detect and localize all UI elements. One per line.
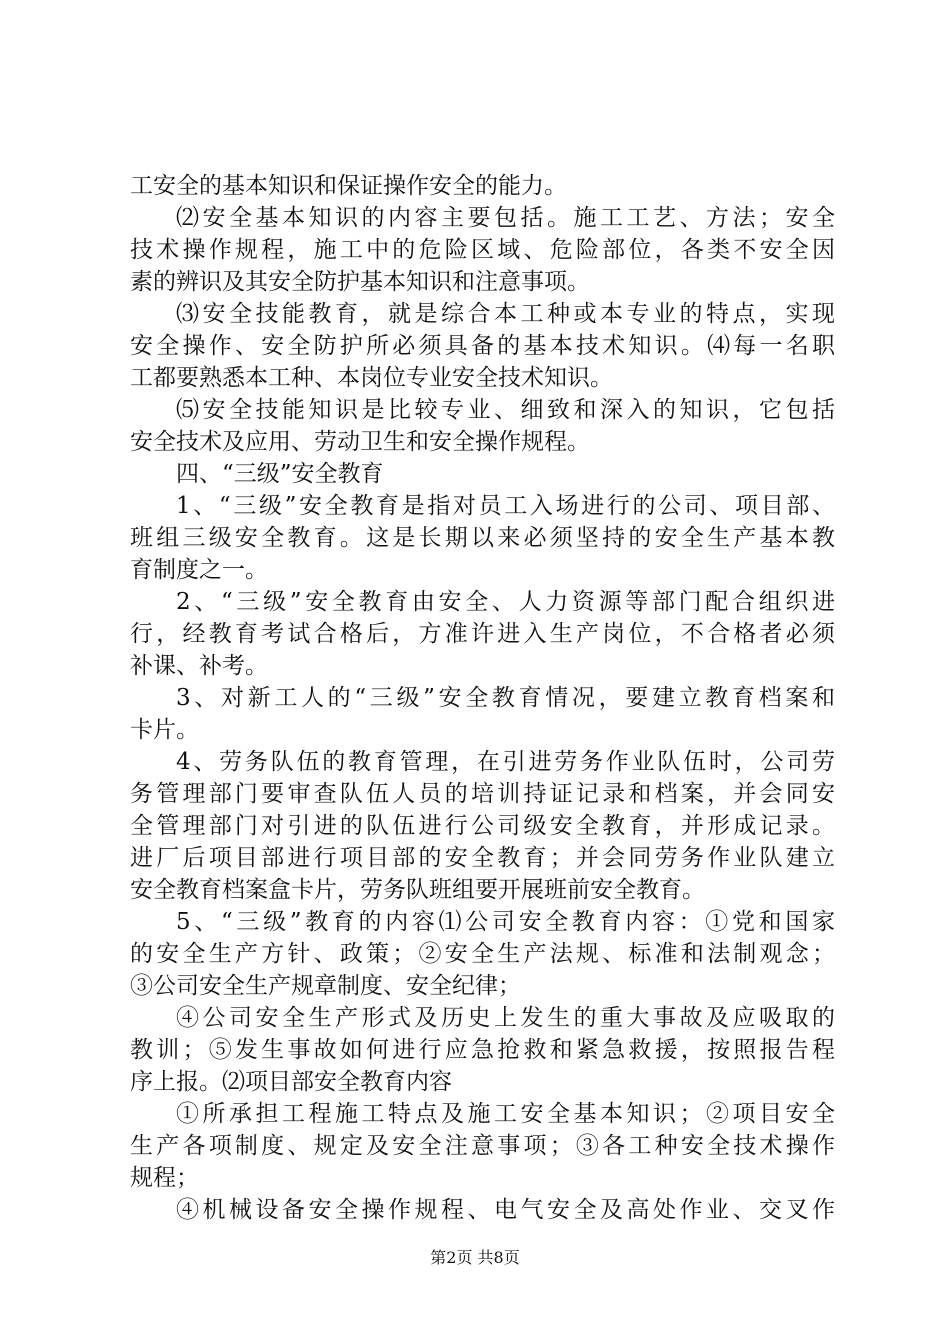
text-line: 育制度之一。: [130, 557, 268, 583]
text-line: 工都要熟悉本工种、本岗位专业安全技术知识。: [130, 365, 613, 391]
text-line: 工安全的基本知识和保证操作安全的能力。: [130, 173, 567, 199]
text-line: ④机械设备安全操作规程、电气安全及高处作业、交叉作: [176, 1197, 835, 1223]
text-line: 技术操作规程，施工中的危险区域、危险部位，各类不安全因: [130, 237, 835, 263]
document-body: [130, 170, 835, 1226]
text-line: 序上报。⑵项目部安全教育内容: [130, 1069, 452, 1095]
text-line: 班组三级安全教育。这是长期以来必须坚持的安全生产基本教: [130, 525, 835, 551]
text-line: 的安全生产方针、政策；②安全生产法规、标准和法制观念；: [130, 941, 835, 967]
text-line: ①所承担工程施工特点及施工安全基本知识；②项目安全: [176, 1101, 835, 1127]
text-line: 四、“三级”安全教育: [176, 461, 384, 487]
text-line: 行，经教育考试合格后，方准许进入生产岗位，不合格者必须: [130, 621, 835, 647]
text-line: 卡片。: [130, 717, 199, 743]
text-line: 5、“三级”教育的内容⑴公司安全教育内容：①党和国家: [176, 909, 835, 935]
text-line: ⑶安全技能教育，就是综合本工种或本专业的特点，实现: [176, 301, 835, 327]
text-line: 3、对新工人的“三级”安全教育情况，要建立教育档案和: [176, 685, 835, 711]
text-line: 1、“三级”安全教育是指对员工入场进行的公司、项目部、: [176, 493, 835, 519]
text-line: 教训；⑤发生事故如何进行应急抢救和紧急救援，按照报告程: [130, 1037, 835, 1063]
page-footer: 第2页 共8页: [430, 1248, 520, 1267]
text-line: ⑵安全基本知识的内容主要包括。施工工艺、方法；安全: [176, 205, 835, 231]
text-line: 安全教育档案盒卡片，劳务队班组要开展班前安全教育。: [130, 877, 705, 903]
text-line: 补课、补考。: [130, 653, 268, 679]
text-line: 安全技术及应用、劳动卫生和安全操作规程。: [130, 429, 590, 455]
text-line: ③公司安全生产规章制度、安全纪律；: [130, 973, 521, 999]
text-line: 务管理部门要审查队伍人员的培训持证记录和档案，并会同安: [130, 781, 835, 807]
text-line: 素的辨识及其安全防护基本知识和注意事项。: [130, 269, 590, 295]
text-line: 规程；: [130, 1165, 199, 1191]
text-line: ⑸安全技能知识是比较专业、细致和深入的知识，它包括: [176, 397, 835, 423]
text-line: 全管理部门对引进的队伍进行公司级安全教育，并形成记录。: [130, 813, 835, 839]
text-line: 4、劳务队伍的教育管理，在引进劳务作业队伍时，公司劳: [176, 749, 835, 775]
text-line: 安全操作、安全防护所必须具备的基本技术知识。⑷每一名职: [130, 333, 835, 359]
text-line: 2、“三级”安全教育由安全、人力资源等部门配合组织进: [176, 589, 835, 615]
text-line: ④公司安全生产形式及历史上发生的重大事故及应吸取的: [176, 1005, 835, 1031]
text-line: 进厂后项目部进行项目部的安全教育；并会同劳务作业队建立: [130, 845, 835, 871]
text-line: 生产各项制度、规定及安全注意事项；③各工种安全技术操作: [130, 1133, 835, 1159]
